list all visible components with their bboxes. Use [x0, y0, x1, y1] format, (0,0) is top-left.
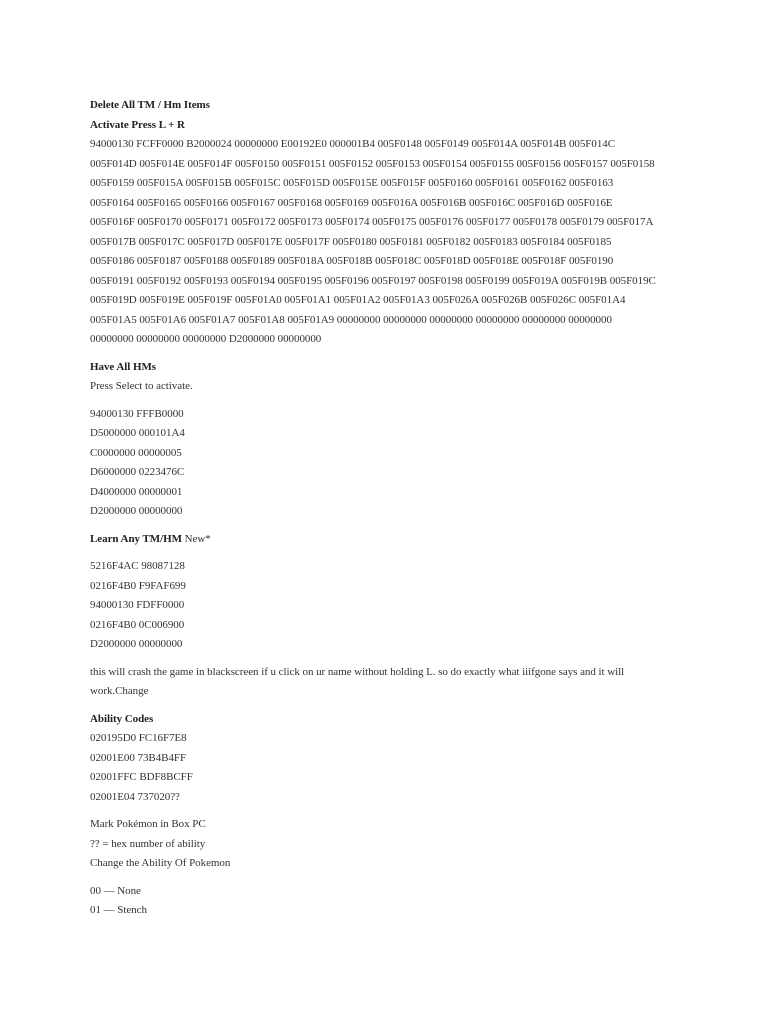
- code-line: 005F0164 005F0165 005F0166 005F0167 005F0168 005F0169 005F016A 005F016B 005F016C 005F016D 005F016E: [90, 196, 613, 209]
- code-line: 0216F4B0 0C006900: [90, 618, 185, 631]
- document-page: [90, 96, 690, 921]
- ability-list-item: 00 — None: [90, 884, 141, 897]
- code-line: 94000130 FCFF0000 B2000024 00000000 E00192E0 000001B4 005F0148 005F0149 005F014A 005F014B 005F014C: [90, 138, 616, 150]
- section-title: Ability Codes: [90, 712, 154, 725]
- info-line: ?? = hex number of ability: [90, 837, 206, 850]
- code-line: 005F016F 005F0170 005F0171 005F0172 005F0173 005F0174 005F0175 005F0176 005F0177 005F0178 005F0179 005F017A: [90, 216, 654, 228]
- section-title: Learn Any TM/HM: [90, 532, 182, 545]
- code-line: 005F017B 005F017C 005F017D 005F017E 005F017F 005F0180 005F0181 005F0182 005F0183 005F0184 005F0185: [90, 235, 612, 248]
- code-line: D4000000 00000001: [90, 485, 183, 498]
- code-line: 94000130 FFFB0000: [90, 407, 184, 420]
- code-line: 005F0191 005F0192 005F0193 005F0194 005F0195 005F0196 005F0197 005F0198 005F0199 005F019A 005F019B 005F019C: [90, 274, 656, 287]
- code-line: D5000000 000101A4: [90, 427, 185, 439]
- section-title-row: [90, 530, 690, 550]
- code-line: 005F019D 005F019E 005F019F 005F01A0 005F01A1 005F01A2 005F01A3 005F026A 005F026B 005F026C 005F01A4: [90, 294, 626, 306]
- ability-list-item: 01 — Stench: [90, 904, 147, 916]
- section-learn-tm: [90, 530, 690, 702]
- section-title: Have All HMs: [90, 360, 157, 373]
- section-title-suffix: New*: [181, 532, 211, 545]
- code-line: 02001E00 73B4B4FF: [90, 751, 187, 764]
- section-delete-tm: [90, 96, 690, 350]
- code-line: D2000000 00000000: [90, 505, 183, 517]
- code-line: 02001FFC BDF8BCFF: [90, 771, 193, 783]
- code-line: 005F0159 005F015A 005F015B 005F015C 005F015D 005F015E 005F015F 005F0160 005F0161 005F0162 005F0163: [90, 177, 614, 189]
- code-line: D2000000 00000000: [90, 638, 183, 650]
- code-line: 005F014D 005F014E 005F014F 005F0150 005F0151 005F0152 005F0153 005F0154 005F0155 005F0156 005F0157 005F0158: [90, 157, 655, 170]
- section-subtitle: Activate Press L + R: [90, 118, 185, 131]
- code-line: 005F01A5 005F01A6 005F01A7 005F01A8 005F01A9 00000000 00000000 00000000 00000000 00000000 00000000: [90, 313, 612, 326]
- code-line: 5216F4AC 98087128: [90, 560, 185, 572]
- code-line: 02001E04 737020??: [90, 790, 180, 803]
- code-line: 0216F4B0 F9FAF699: [90, 579, 186, 592]
- section-ability: [90, 710, 690, 921]
- warning-note: this will crash the game in blackscreen if u click on ur name without holding L. so do exactly what iiifgone says and it will work.Change: [90, 665, 625, 697]
- code-line: 00000000 00000000 00000000 D2000000 00000000: [90, 333, 322, 345]
- section-title: Delete All TM / Hm Items: [90, 99, 210, 111]
- code-line: C0000000 00000005: [90, 446, 182, 459]
- code-line: 94000130 FDFF0000: [90, 599, 185, 611]
- section-have-hms: [90, 358, 690, 522]
- info-line: Change the Ability Of Pokemon: [90, 857, 231, 869]
- code-line: D6000000 0223476C: [90, 466, 185, 478]
- code-line: 020195D0 FC16F7E8: [90, 732, 187, 744]
- section-subtitle: Press Select to activate.: [90, 380, 193, 392]
- code-line: 005F0186 005F0187 005F0188 005F0189 005F018A 005F018B 005F018C 005F018D 005F018E 005F018F 005F0190: [90, 255, 614, 267]
- info-line: Mark Pokémon in Box PC: [90, 818, 206, 830]
